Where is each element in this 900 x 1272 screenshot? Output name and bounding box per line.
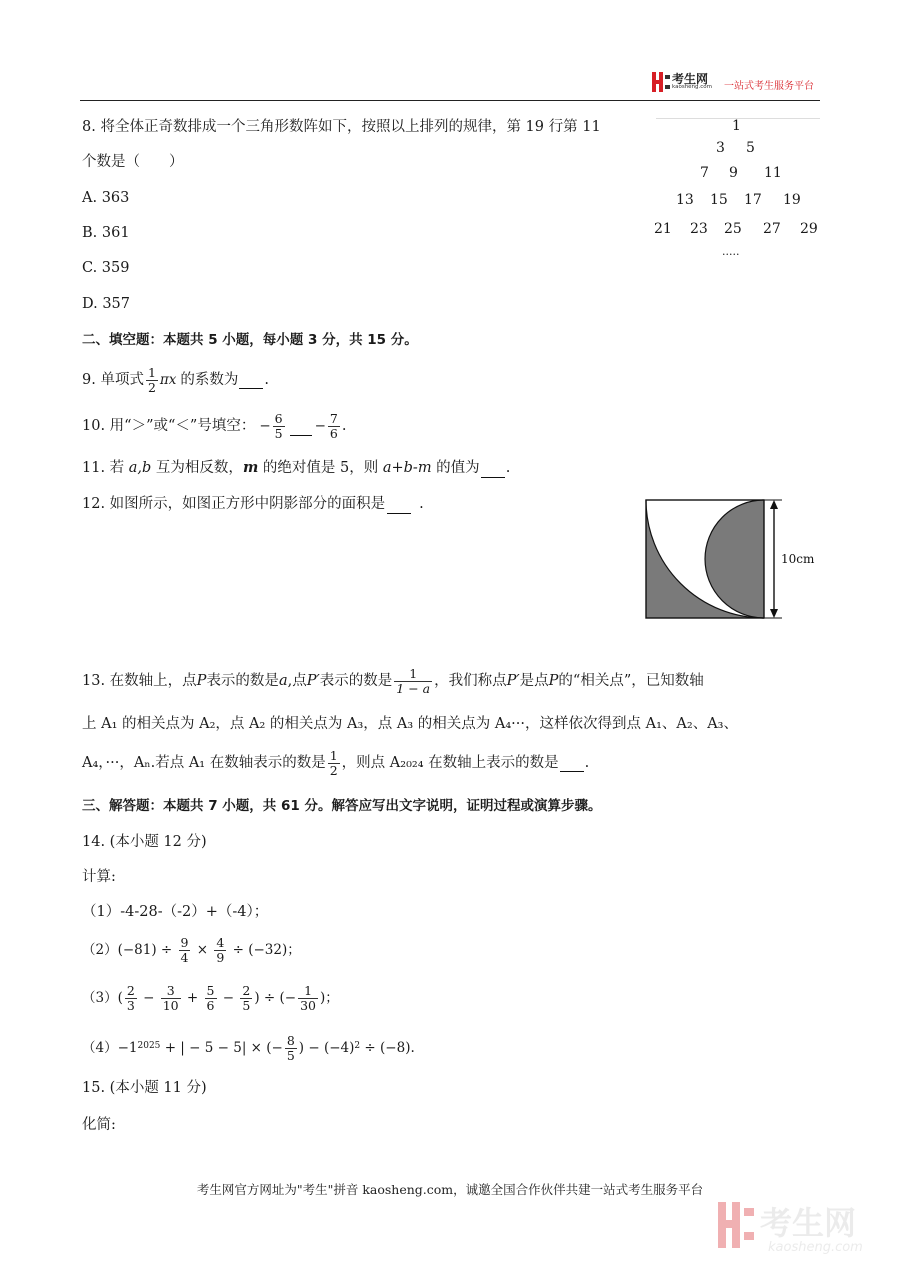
q14-p3-op2: + [182,990,203,1006]
q14-p3-f4-den: 5 [242,997,251,1013]
q14-p2-label: （2） [82,942,118,958]
q10-prefix: 10. 用“＞”或“＜”号填空： [82,418,256,434]
q10-f1-den: 5 [274,425,283,441]
q13-P: P [196,673,207,689]
q13-l3-a: A₄，···，Aₙ.若点 A₁ 在数轴表示的数是 [82,755,326,771]
tri-r3-c2: 9 [729,165,738,181]
q13-l3-b: ，则点 A₂₀₂₄ 在数轴上表示的数是 [341,755,559,771]
q13-l3-frac-den: 2 [329,762,338,778]
q14-p4-c: ) − (−4) [298,1040,355,1056]
tri-r4-c3: 17 [744,192,762,208]
q14-p4-frac [285,1034,297,1063]
q12-text: 12. 如图所示，如图正方形中阴影部分的面积是 [82,496,386,512]
q14-p3-b: ) ÷ (− [254,990,297,1006]
logo-domain: kaosheng.com [672,84,713,90]
q11-end: . [505,460,511,476]
q14-p3-f3-den: 6 [206,997,215,1013]
tri-r2-c1: 3 [716,140,725,156]
q14-part4 [82,1030,415,1066]
q13-l1-c: ,点 [287,673,307,689]
triangle-figure [650,108,820,268]
q14-title: 14. (本小题 12 分) [82,834,207,850]
q11-answer-blank[interactable] [481,463,505,478]
q14-p3-c: )； [320,990,339,1006]
header-rule [80,100,820,101]
q10-fraction2 [328,412,340,441]
q12-line [82,494,424,514]
q14-p3-f5-num: 1 [304,982,313,998]
q14-p4-b: + | − 5 − 5| × (− [160,1040,283,1056]
q13-line1 [82,663,704,699]
tri-r3-c3: 11 [764,165,782,181]
q14-p3-f3-num: 5 [206,982,215,998]
q13-end: . [584,755,590,771]
q13-frac-num: 1 [409,665,418,681]
tri-ellipsis: ····· [722,248,740,261]
q9-end: . [264,372,270,388]
q14-p3-frac2 [161,984,181,1013]
q12-answer-blank[interactable] [387,499,411,514]
section2-heading: 二、填空题：本题共 5 小题，每小题 3 分，共 15 分。 [82,332,418,348]
q10-end: . [341,418,347,434]
q14-part2 [82,932,301,968]
q13-frac-den: 1 − a [396,680,431,696]
q13-fraction [394,667,432,696]
tri-r5-c3: 25 [724,221,742,237]
q13-answer-blank[interactable] [560,755,584,772]
q14-p4-exp2: 2 [354,1041,361,1051]
q12-dim-arrow-down [770,609,778,618]
q13-l3-frac-num: 1 [329,747,338,763]
q13-line3 [82,745,589,781]
q13-l1-e: ，我们称点 [434,673,507,689]
q8-stem-line2: 个数是（ ） [82,154,184,170]
q11-expr: a+b-m [382,460,432,476]
q14-p2-b: × [192,942,213,958]
q14-p3-f1-den: 3 [126,997,135,1013]
q10-line [82,408,346,444]
q10-answer-blank[interactable] [290,417,312,436]
q14-p3-f4-num: 2 [242,982,251,998]
q13-l1-d: 表示的数是 [319,673,393,689]
tri-r1-c1: 1 [732,118,741,134]
q14-p3-f2-den: 10 [162,997,179,1013]
kaosheng-logo-icon [652,72,670,92]
tri-r4-c1: 13 [676,192,694,208]
q14-p3-op1: − [138,990,159,1006]
tri-r2-c2: 5 [746,140,755,156]
q11-p2: 互为相反数， [151,460,243,476]
q12-end: . [419,496,424,512]
q14-p2-c: ÷ (−32)； [228,942,301,958]
tri-r3-c1: 7 [700,165,709,181]
q9-expr: πx [159,372,177,388]
q14-p2-f2-den: 9 [216,949,225,965]
q14-part3 [82,980,339,1016]
q14-p3-frac3 [205,984,217,1013]
q14-part1: （1）-4-28-（-2）+（-4）； [82,904,269,920]
q12-dimension-label: 10cm [781,552,815,566]
header-slogan: 一站式考生服务平台 [724,81,814,92]
q15-title: 15. (本小题 11 分) [82,1080,207,1096]
tri-r5-c4: 27 [763,221,781,237]
q14-p4-label: （4） [82,1040,118,1056]
q14-p3-op3: − [218,990,239,1006]
q12-shade-halfcircle [705,500,764,618]
q14-p3-f5-den: 30 [300,997,317,1013]
watermark [718,1198,888,1262]
q9-line [82,364,269,396]
q11-line [82,458,510,478]
footer-text: 考生网官方网址为"考生"拼音 kaosheng.com，诚邀全国合作伙伴共建一站式考生服务平台 [196,1182,704,1197]
q8-stem-line1: 8. 将全体正奇数排成一个三角形数阵如下，按照以上排列的规律，第 19 行第 11 [82,119,601,135]
q14-p3-frac1 [125,984,137,1013]
q13-a: a [278,673,288,689]
logo-name: 考生网 [672,72,709,86]
q14-p4-f-den: 5 [286,1047,295,1063]
q14-p2-a: (−81) ÷ [117,942,177,958]
q9-frac-num: 1 [147,364,156,380]
q13-Pprime-2: P′ [506,673,520,689]
q14-p3-f2-num: 3 [166,982,175,998]
q13-l1-a: 13. 在数轴上，点 [82,673,197,689]
q8-option-c: C. 359 [82,260,130,276]
q14-p3-frac5 [298,984,318,1013]
q9-answer-blank[interactable] [239,372,263,389]
q14-p2-f1-den: 4 [180,949,189,965]
q8-option-b: B. 361 [82,225,130,241]
q14-p3-frac4 [240,984,252,1013]
q14-p3-a: ( [117,990,123,1006]
q14-p2-frac1 [179,936,191,965]
header-logo [652,70,817,94]
q12-dim-arrow-up [770,500,778,509]
q9-frac-den: 2 [147,379,156,395]
q14-p3-label: （3） [82,990,118,1006]
q13-l1-b: 表示的数是 [206,673,279,689]
q11-p3: 的绝对值是 5，则 [258,460,383,476]
q13-P-2: P [548,673,559,689]
tri-r4-c2: 15 [710,192,728,208]
q15-instruction: 化简: [82,1117,116,1133]
q8-option-a: A. 363 [82,190,130,206]
tri-r5-c1: 21 [654,221,672,237]
q9-suffix: 的系数为 [180,372,239,388]
q11-ab: a,b [128,460,152,476]
section3-heading: 三、解答题：本题共 7 小题，共 61 分。解答应写出文字说明，证明过程或演算步骤。 [82,798,602,814]
q14-instruction: 计算: [82,869,116,885]
tri-r5-c5: 29 [800,221,818,237]
q14-p4-a: −1 [117,1040,138,1056]
q14-p2-f1-num: 9 [180,934,189,950]
q13-l1-g: 的“相关点”，已知数轴 [558,673,704,689]
watermark-name: 考生网 [760,1204,857,1242]
q10-f2-num: 7 [329,410,338,426]
q10-f1-num: 6 [274,410,283,426]
q10-minus1: − [259,418,271,434]
q14-p2-frac2 [214,936,226,965]
q9-prefix: 9. 单项式 [82,372,144,388]
q14-p2-f2-num: 4 [216,934,225,950]
watermark-domain: kaosheng.com [768,1240,863,1255]
q10-minus2: − [314,418,326,434]
q13-l1-f: 是点 [519,673,549,689]
q14-p4-d: ÷ (−8). [360,1040,415,1056]
q12-square-figure [640,494,830,624]
q13-line2: 上 A₁ 的相关点为 A₂，点 A₂ 的相关点为 A₃，点 A₃ 的相关点为 A₄···，这样依次得到点 A₁、A₂、A₃、 [82,716,738,732]
watermark-logo-icon [718,1202,754,1248]
q13-Pprime: P′ [306,673,320,689]
tri-r5-c2: 23 [690,221,708,237]
q9-fraction [146,366,158,395]
q11-p1: 11. 若 [82,460,129,476]
q8-option-d: D. 357 [82,296,131,312]
q14-p4-f-num: 8 [286,1032,295,1048]
tri-r4-c4: 19 [783,192,801,208]
q13-l3-fraction [328,749,340,778]
q11-p4: 的值为 [431,460,480,476]
q11-m: m [242,459,259,476]
q10-fraction1 [273,412,285,441]
q14-p4-exp: 2025 [137,1041,161,1051]
q14-p3-f1-num: 2 [126,982,135,998]
q10-f2-den: 6 [329,425,338,441]
